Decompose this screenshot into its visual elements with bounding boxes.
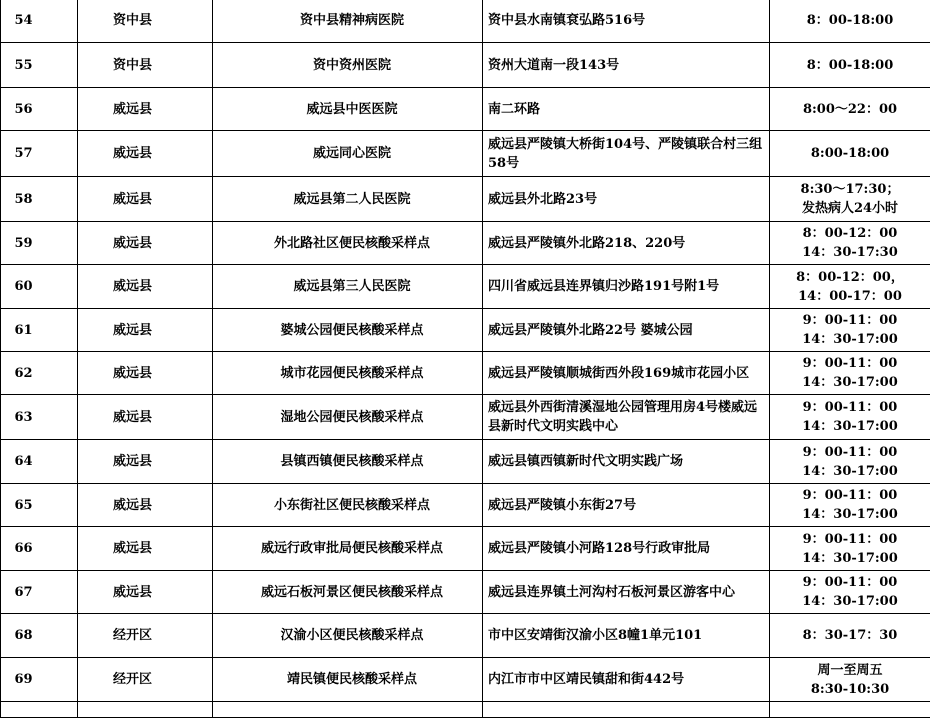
- table-row: [1, 131, 930, 177]
- row-number-cell: 62: [1, 352, 78, 395]
- site-name-cell: 威远行政审批局便民核酸采样点: [213, 527, 483, 571]
- row-number-cell: 59: [1, 222, 78, 265]
- row-number-cell: 68: [1, 614, 78, 658]
- county-cell: 威远县: [78, 484, 213, 527]
- hours-cell: 9：00-11：00 14：30-17:00: [770, 571, 930, 614]
- row-number-cell: 63: [1, 395, 78, 440]
- county-cell: 威远县: [78, 395, 213, 440]
- table-row: [1, 177, 930, 222]
- address-cell: 南二环路: [483, 88, 770, 131]
- hours-cell: 8：00-12：00， 14：00-17：00: [770, 265, 930, 309]
- row-number-cell: 65: [1, 484, 78, 527]
- hours-cell: 周一至周五 8:30-10:30: [770, 658, 930, 702]
- table-row: [1, 658, 930, 702]
- county-cell: 威远县: [78, 309, 213, 352]
- table-row: [1, 484, 930, 527]
- table-row: [1, 88, 930, 131]
- empty-cell: [78, 702, 213, 718]
- site-name-cell: 小东街社区便民核酸采样点: [213, 484, 483, 527]
- hours-cell: 8：00-12：00 14：30-17:30: [770, 222, 930, 265]
- address-cell: 四川省威远县连界镇归沙路191号附1号: [483, 265, 770, 309]
- site-name-cell: 威远县中医医院: [213, 88, 483, 131]
- county-cell: 经开区: [78, 614, 213, 658]
- hours-cell: 8:00～22：00: [770, 88, 930, 131]
- hours-cell: 8:00-18:00: [770, 131, 930, 177]
- table-row: [1, 309, 930, 352]
- site-name-cell: 威远同心医院: [213, 131, 483, 177]
- table-row: [1, 395, 930, 440]
- hours-cell: 9：00-11：00 14：30-17:00: [770, 440, 930, 484]
- row-number-cell: 69: [1, 658, 78, 702]
- address-cell: 威远县镇西镇新时代文明实践广场: [483, 440, 770, 484]
- hours-cell: 9：00-11：00 14：30-17:00: [770, 484, 930, 527]
- county-cell: 威远县: [78, 177, 213, 222]
- row-number-cell: 58: [1, 177, 78, 222]
- table-row: [1, 0, 930, 43]
- county-cell: 资中县: [78, 43, 213, 88]
- table-row: [1, 571, 930, 614]
- address-cell: 威远县严陵镇外北路22号 婆城公园: [483, 309, 770, 352]
- hours-cell: 8：30-17：30: [770, 614, 930, 658]
- empty-cell: [483, 702, 770, 718]
- county-cell: 资中县: [78, 0, 213, 43]
- county-cell: 威远县: [78, 571, 213, 614]
- empty-cell: [213, 702, 483, 718]
- address-cell: 威远县严陵镇小河路128号行政审批局: [483, 527, 770, 571]
- address-cell: 内江市市中区靖民镇甜和街442号: [483, 658, 770, 702]
- table-row: [1, 614, 930, 658]
- address-cell: 威远县严陵镇小东街27号: [483, 484, 770, 527]
- county-cell: 威远县: [78, 222, 213, 265]
- county-cell: 威远县: [78, 352, 213, 395]
- row-number-cell: 64: [1, 440, 78, 484]
- address-cell: 威远县连界镇土河沟村石板河景区游客中心: [483, 571, 770, 614]
- row-number-cell: 66: [1, 527, 78, 571]
- county-cell: 威远县: [78, 265, 213, 309]
- site-name-cell: 外北路社区便民核酸采样点: [213, 222, 483, 265]
- site-name-cell: 威远县第三人民医院: [213, 265, 483, 309]
- address-cell: 威远县严陵镇大桥街104号、严陵镇联合村三组58号: [483, 131, 770, 177]
- table-row: [1, 527, 930, 571]
- address-cell: 威远县严陵镇顺城街西外段169城市花园小区: [483, 352, 770, 395]
- hours-cell: 9：00-11：00 14：30-17:00: [770, 527, 930, 571]
- empty-cell: [770, 702, 930, 718]
- site-name-cell: 湿地公园便民核酸采样点: [213, 395, 483, 440]
- hours-cell: 9：00-11：00 14：30-17:00: [770, 352, 930, 395]
- row-number-cell: 60: [1, 265, 78, 309]
- county-cell: 威远县: [78, 527, 213, 571]
- county-cell: 威远县: [78, 88, 213, 131]
- site-name-cell: 婆城公园便民核酸采样点: [213, 309, 483, 352]
- site-name-cell: 城市花园便民核酸采样点: [213, 352, 483, 395]
- empty-cell: [1, 702, 78, 718]
- row-number-cell: 67: [1, 571, 78, 614]
- site-name-cell: 资中县精神病医院: [213, 0, 483, 43]
- address-cell: 威远县外西街清溪湿地公园管理用房4号楼威远县新时代文明实践中心: [483, 395, 770, 440]
- address-cell: 威远县严陵镇外北路218、220号: [483, 222, 770, 265]
- county-cell: 威远县: [78, 131, 213, 177]
- hours-cell: 8：00-18:00: [770, 43, 930, 88]
- address-cell: 市中区安靖街汉渝小区8幢1单元101: [483, 614, 770, 658]
- table-row: [1, 43, 930, 88]
- site-name-cell: 县镇西镇便民核酸采样点: [213, 440, 483, 484]
- county-cell: 经开区: [78, 658, 213, 702]
- site-name-cell: 威远石板河景区便民核酸采样点: [213, 571, 483, 614]
- hours-cell: 9：00-11：00 14：30-17:00: [770, 395, 930, 440]
- table-row: [1, 265, 930, 309]
- hours-cell: 8:30～17:30； 发热病人24小时: [770, 177, 930, 222]
- table-row: [1, 440, 930, 484]
- site-name-cell: 威远县第二人民医院: [213, 177, 483, 222]
- table-row: [1, 222, 930, 265]
- table-row-partial: [1, 702, 930, 718]
- address-cell: 资州大道南一段143号: [483, 43, 770, 88]
- row-number-cell: 57: [1, 131, 78, 177]
- address-cell: 资中县水南镇袞弘路516号: [483, 0, 770, 43]
- site-name-cell: 资中资州医院: [213, 43, 483, 88]
- county-cell: 威远县: [78, 440, 213, 484]
- hours-cell: 8：00-18:00: [770, 0, 930, 43]
- row-number-cell: 61: [1, 309, 78, 352]
- table-row: [1, 352, 930, 395]
- address-cell: 威远县外北路23号: [483, 177, 770, 222]
- site-name-cell: 汉渝小区便民核酸采样点: [213, 614, 483, 658]
- row-number-cell: 54: [1, 0, 78, 43]
- row-number-cell: 56: [1, 88, 78, 131]
- hours-cell: 9：00-11：00 14：30-17:00: [770, 309, 930, 352]
- table-body: [1, 0, 930, 718]
- site-name-cell: 靖民镇便民核酸采样点: [213, 658, 483, 702]
- row-number-cell: 55: [1, 43, 78, 88]
